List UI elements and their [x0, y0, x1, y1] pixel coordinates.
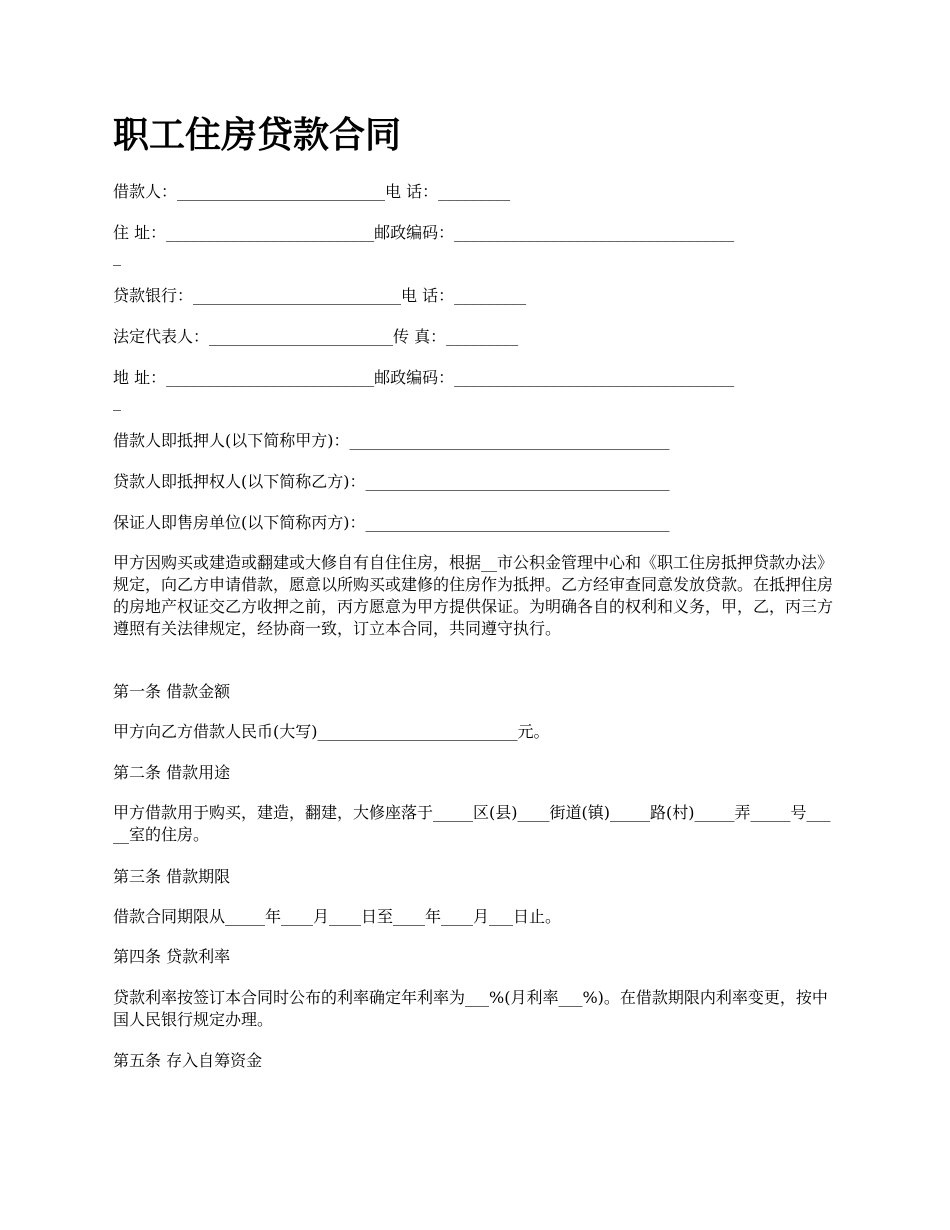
article-2-heading: 第二条 借款用途 — [113, 763, 231, 782]
party-b-line: 贷款人即抵押权人(以下简称乙方)：______________________________________ — [113, 472, 670, 491]
article-1-heading: 第一条 借款金额 — [113, 682, 231, 701]
preamble-paragraph: 甲方因购买或建造或翻建或大修自有自住住房，根据__市公积金管理中心和《职工住房抵押贷款办法》规定，向乙方申请借款，愿意以所购买或建修的住房作为抵押。乙方经审查同意发放贷款。在抵押住房的房地产权证交乙方收押之前，丙方愿意为甲方提供保证。为明确各自的权利和义务，甲，乙，丙三方遵照有关法律规定，经协商一致，订立本合同，共同遵守执行。 — [113, 553, 834, 638]
borrower-address-wrap: _ — [113, 247, 121, 266]
article-5-heading: 第五条 存入自筹资金 — [113, 1051, 263, 1070]
bank-address-line: 地 址：__________________________邮政编码：___________________________________ — [113, 368, 735, 387]
legal-rep-line: 法定代表人：_______________________传 真：_________ — [113, 327, 519, 346]
article-4-heading: 第四条 贷款利率 — [113, 947, 231, 966]
party-c-line: 保证人即售房单位(以下简称丙方)：______________________________________ — [113, 513, 670, 532]
article-4-body: 贷款利率按签订本合同时公布的利率确定年利率为___%(月利率___%)。在借款期限内利率变更，按中国人民银行规定办理。 — [113, 988, 828, 1029]
article-3-heading: 第三条 借款期限 — [113, 867, 231, 886]
party-a-line: 借款人即抵押人(以下简称甲方)：________________________________________ — [113, 431, 670, 450]
borrower-address-line: 住 址：__________________________邮政编码：___________________________________ — [113, 223, 735, 242]
document-title: 职工住房贷款合同 — [113, 114, 402, 156]
bank-address-wrap: _ — [113, 392, 121, 411]
article-3-body: 借款合同期限从_____年____月____日至____年____月___日止。 — [113, 907, 562, 926]
article-1-body: 甲方向乙方借款人民币(大写)_________________________元。 — [113, 722, 550, 741]
article-2-body: 甲方借款用于购买，建造，翻建，大修座落于_____区(县)____街道(镇)_____路(村)_____弄_____号_____室的住房。 — [113, 803, 831, 844]
borrower-line: 借款人：__________________________电 话：_________ — [113, 182, 511, 201]
lender-bank-line: 贷款银行：__________________________电 话：_________ — [113, 286, 527, 305]
